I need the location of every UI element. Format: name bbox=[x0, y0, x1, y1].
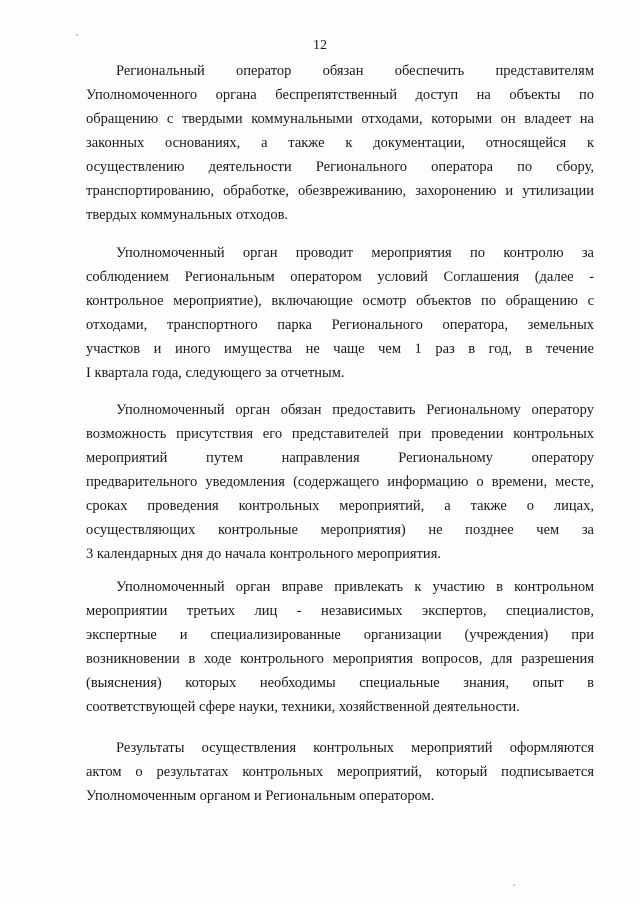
text-line: Уполномоченный орган проводит мероприятия по контролю за bbox=[116, 245, 594, 261]
paragraph-regional-operator-access bbox=[86, 59, 594, 227]
text-line: осуществлению деятельности Регионального оператора по сбору, bbox=[86, 159, 594, 175]
paragraph-control-measures bbox=[86, 241, 594, 385]
text-line: мероприятий путем направления Региональному оператору bbox=[86, 450, 594, 466]
paragraph-presence-notification bbox=[86, 398, 594, 566]
text-line: осуществляющих контрольные мероприятия) не позднее чем за bbox=[86, 522, 594, 538]
text-line: соответствующей сфере науки, техники, хозяйственной деятельности. bbox=[86, 699, 520, 715]
text-line: законных основаниях, а также к документации, относящейся к bbox=[86, 135, 594, 151]
text-line: Уполномоченным органом и Региональным оператором. bbox=[86, 788, 435, 804]
text-line: Уполномоченный орган вправе привлекать к участию в контрольном bbox=[116, 579, 594, 595]
text-line: контрольное мероприятие), включающие осмотр объектов по обращению с bbox=[86, 293, 594, 309]
page-number: 12 bbox=[313, 38, 327, 53]
text-line: транспортированию, обработке, обезвреживанию, захоронению и утилизации bbox=[86, 183, 594, 199]
text-line: актом о результатах контрольных мероприятий, который подписывается bbox=[86, 764, 594, 780]
scan-speck bbox=[76, 34, 78, 36]
paragraph-results-act bbox=[86, 736, 594, 808]
text-line: I квартала года, следующего за отчетным. bbox=[86, 365, 345, 381]
scan-speck bbox=[513, 884, 515, 886]
text-line: экспертные и специализированные организации (учреждения) при bbox=[86, 627, 594, 643]
text-line: возникновении в ходе контрольного мероприятия вопросов, для разрешения bbox=[86, 651, 594, 667]
text-line: предварительного уведомления (содержащего информацию о времени, месте, bbox=[86, 474, 594, 490]
text-line: 3 календарных дня до начала контрольного мероприятия. bbox=[86, 546, 441, 562]
text-line: соблюдением Региональным оператором условий Соглашения (далее - bbox=[86, 269, 594, 285]
text-line: обращению с твердыми коммунальными отходами, которыми он владеет на bbox=[86, 111, 594, 127]
text-line: Результаты осуществления контрольных мероприятий оформляются bbox=[116, 740, 594, 756]
text-line: возможность присутствия его представителей при проведении контрольных bbox=[86, 426, 594, 442]
text-line: сроках проведения контрольных мероприятий, а также о лицах, bbox=[86, 498, 594, 514]
text-line: Уполномоченный орган обязан предоставить Региональному оператору bbox=[116, 402, 594, 418]
text-line: мероприятии третьих лиц - независимых экспертов, специалистов, bbox=[86, 603, 594, 619]
text-line: Региональный оператор обязан обеспечить представителям bbox=[116, 63, 594, 79]
text-line: твердых коммунальных отходов. bbox=[86, 207, 289, 223]
text-line: Уполномоченного органа беспрепятственный доступ на объекты по bbox=[86, 87, 594, 103]
text-line: отходами, транспортного парка Регионального оператора, земельных bbox=[86, 317, 594, 333]
text-line: (выяснения) которых необходимы специальные знания, опыт в bbox=[86, 675, 594, 691]
text-line: участков и иного имущества не чаще чем 1 раз в год, в течение bbox=[86, 341, 594, 357]
paragraph-third-party-experts bbox=[86, 575, 594, 719]
